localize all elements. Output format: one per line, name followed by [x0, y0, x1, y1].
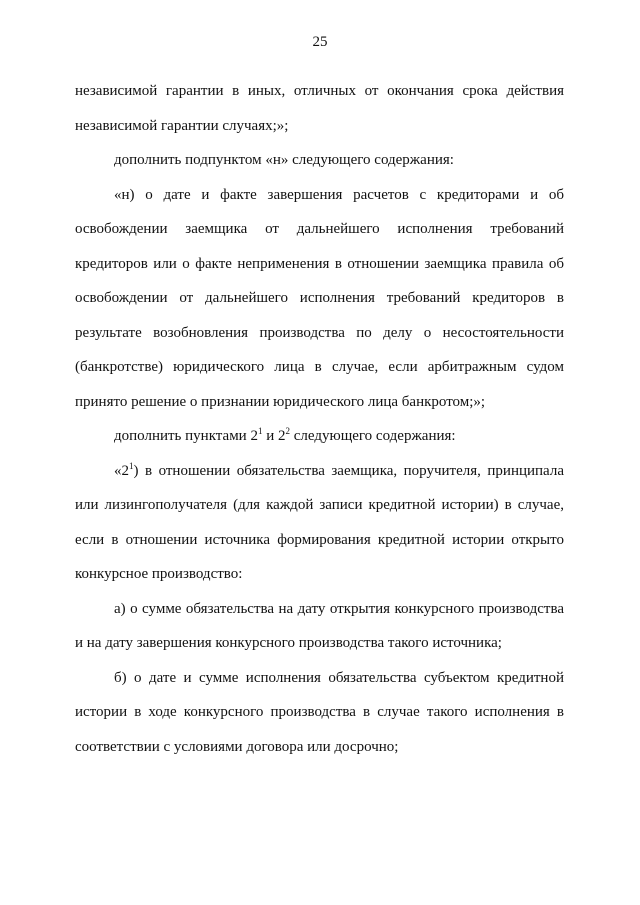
superscript-1: 1 [257, 426, 263, 436]
paragraph-point-2-1 [75, 454, 564, 592]
paragraph-point-2-1-label: «2 [114, 462, 129, 479]
paragraph-item-a: а) о сумме обязательства на дату открытия конкурсного производства и на дату завершения конкурсного производства такого источника; [75, 600, 564, 651]
paragraph-add-points [75, 419, 564, 454]
paragraph-subpoint-n: «н) о дате и факте завершения расчетов с кредиторами и об освобождении заемщика от дальнейшего исполнения требований кредиторов или о факте неприменения в отношении заемщика правила об освобождении от дальнейшего исполнения требований кредиторов в результате возобновления производства по делу о несостоятельности (банкротстве) юридического лица в случае, если арбитражным судом принято решение о признании юридического лица банкротом;»; [75, 186, 564, 410]
paragraph-add-points-text-1: дополнить пунктами 2 [114, 428, 258, 444]
paragraph-guarantee-cases: независимой гарантии в иных, отличных от окончания срока действия независимой гарантии случаях;»; [75, 83, 564, 134]
document-body [75, 74, 564, 764]
page-number: 25 [312, 34, 328, 50]
paragraph-add-points-text-2: и 2 [262, 428, 286, 444]
paragraph-point-2-1-text: ) в отношении обязательства заемщика, поручителя, принципала или лизингополучателя (для каждой записи кредитной истории) в случае, если в отношении источника формирования кредитной истории открыто конкурсное производство: [75, 462, 564, 582]
paragraph-item-b: б) о дате и сумме исполнения обязательства субъектом кредитной истории в ходе конкурсного производства в случае такого исполнения в соответствии с условиями договора или досрочно; [75, 669, 564, 755]
superscript-2: 2 [285, 426, 290, 436]
paragraph-add-points-text-3: следующего содержания: [290, 428, 456, 444]
paragraph-add-subpoint-n: дополнить подпунктом «н» следующего содержания: [114, 152, 454, 168]
superscript-point-2-1: 1 [129, 460, 134, 471]
